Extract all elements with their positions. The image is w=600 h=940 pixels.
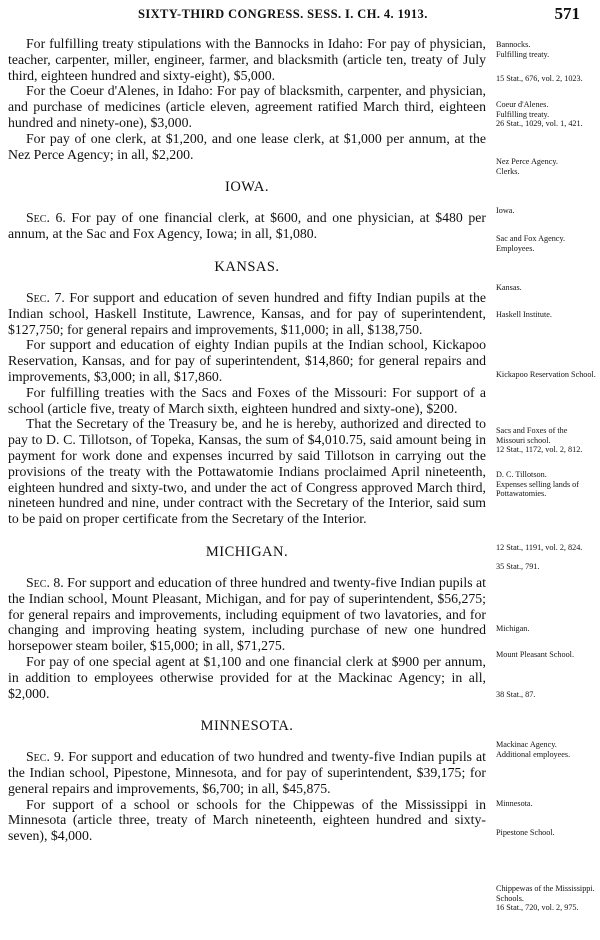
margin-note-subtitle: Clerks. [496,166,520,176]
paragraph-chippewas: For support of a school or schools for the Chippewas of the Mississippi in Minnesota (article three, treaty of March nineteenth, eighteen hundred and sixty-seven), $4,000. [8,796,486,844]
paragraph-tillotson: That the Secretary of the Treasury be, and he is hereby, authorized and directed to pay to D. C. Tillotson, of Topeka, Kansas, the sum of $4,010.75, said amount being in payment for work done and expenses incurred by said Tillotson in carrying out the provisions of the treaty with the Pottawatomie Indians proclaimed April nineteenth, eighteen hundred and sixty-two, and under the act of Congress approved March third, nineteen hundred and nine, under contract with the Secretary of the Interior, said sum to be paid on proper certificate from the Secretary of the Interior. [8,416,486,527]
heading-kansas: KANSAS. [214,258,280,275]
margin-note-title: D. C. Tillotson. [496,470,547,479]
margin-citation-tillotson-1: 12 Stat., 1191, vol. 2, 824. [496,543,583,552]
margin-note-pipestone: Pipestone School. [496,828,555,837]
margin-note-subtitle: Employees. [496,243,535,253]
margin-note-kansas: Kansas. [496,283,522,292]
margin-note-title: Sac and Fox Agency. [496,234,566,243]
margin-note-subtitle: Fulfilling treaty. [496,109,550,119]
margin-note-haskell: Haskell Institute. [496,310,552,319]
paragraph-mount-pleasant [8,575,486,654]
margin-note-kickapoo: Kickapoo Reservation School. [496,370,596,379]
margin-citation: 16 Stat., 720, vol. 2, 975. [496,903,579,912]
paragraph-pipestone [8,749,486,796]
margin-note-subtitle: Additional employees. [496,749,571,759]
margin-note-title: Sacs and Foxes of the Missouri school. [496,426,568,445]
heading-iowa: IOWA. [225,179,269,196]
section-number: Sec. 7. [26,289,65,305]
paragraph-sacs-foxes: For fulfilling treaties with the Sacs and Foxes of the Missouri: For support of a school (article five, treaty of March sixth, eighteen hundred and sixty-one), $200. [8,384,486,416]
margin-note-subtitle: Schools. [496,893,524,903]
margin-note-iowa: Iowa. [496,206,515,215]
paragraph-nez-perce: For pay of one clerk, at $1,200, and one lease clerk, at $1,000 per annum, at the Nez Perce Agency; in all, $2,200. [8,130,486,162]
margin-note-minnesota: Minnesota. [496,799,533,808]
running-title: SIXTY-THIRD CONGRESS. SESS. I. CH. 4. 1913. [138,7,428,21]
margin-note-mount-pleasant: Mount Pleasant School. [496,650,575,659]
page-number: 571 [554,4,580,23]
paragraph-kickapoo: For support and education of eighty Indian pupils at the Indian school, Kickapoo Reservation, Kansas, and for pay of superintendent, $14,860; for general repairs and improvements, $3,000; in all, $17,860. [8,337,486,384]
paragraph-bannocks: For fulfilling treaty stipulations with the Bannocks in Idaho: For pay of physician, teacher, carpenter, miller, engineer, farmer, and blacksmith (article ten, treaty of July third, eighteen hundred and sixty-eight), $5,000. [8,36,486,83]
paragraph-haskell [8,290,486,337]
margin-note-michigan: Michigan. [496,624,530,633]
margin-note-title: Nez Perce Agency. [496,157,558,166]
margin-note-title: Coeur d'Alenes. [496,100,549,109]
margin-citation-mount-pleasant: 38 Stat., 87. [496,690,536,699]
running-header [0,4,600,26]
paragraph-iowa-text: For pay of one financial clerk, at $600, and one physician, at $480 per annum, at the Sac and Fox Agency, Iowa; in all, $1,080. [8,210,486,242]
margin-note-tillotson [496,470,596,499]
section-number: Sec. 9. [26,749,65,765]
margin-citation-bannocks: 15 Stat., 676, vol. 2, 1023. [496,74,583,83]
margin-note-subtitle: Expenses selling lands of Pottawatomies. [496,479,579,498]
margin-note-title: Chippewas of the Mississippi. [496,884,595,893]
margin-note-chippewas [496,884,596,913]
margin-note-sac-fox [496,234,596,253]
margin-note-subtitle: Fulfilling treaty. [496,49,550,59]
paragraph-haskell-text: For support and education of seven hundred and fifty Indian pupils at the Indian school, Haskell Institute, Lawrence, Kansas, and for pay of superintendent, $127,750; for general repairs and improvements, $11,000; in all, $138,750. [8,289,486,337]
main-text [8,36,486,844]
margin-citation: 26 Stat., 1029, vol. 1, 421. [496,119,583,128]
paragraph-mount-pleasant-text: For support and education of three hundred and twenty-five Indian pupils at the Indian school, Mount Pleasant, Michigan, and for pay of superintendent, $56,275; for general repairs and improvements, including equipment of two lavatories, and for changing and improving heating system, including purchase of new one hundred horsepower steam boiler, $15,000; in all, $71,275. [8,574,486,654]
heading-michigan: MICHIGAN. [205,543,289,560]
section-number: Sec. 8. [26,574,64,590]
margin-note-nez-perce [496,157,596,176]
margin-citation: 12 Stat., 1172, vol. 2, 812. [496,445,583,454]
heading-minnesota: MINNESOTA. [200,718,294,735]
margin-note-mackinac [496,740,596,759]
paragraph-coeur-dalenes: For the Coeur d'Alenes, in Idaho: For pay of blacksmith, carpenter, and physician, and purchase of medicines (article eleven, agreement ratified March third, eighteen hundred and ninety-one), $3,000. [8,83,486,130]
margin-note-bannocks [496,40,596,59]
margin-note-sacs-foxes [496,426,596,455]
margin-note-title: Mackinac Agency. [496,740,557,749]
margin-citation-tillotson-2: 35 Stat., 791. [496,562,540,571]
paragraph-pipestone-text: For support and education of two hundred and twenty-five Indian pupils at the Indian school, Pipestone, Minnesota, and for pay of superintendent, $39,175; for general repairs and improvements, $6,700; in all, $45,875. [8,749,486,796]
paragraph-mackinac: For pay of one special agent at $1,100 and one financial clerk at $900 per annum, in addition to employees otherwise provided for at the Mackinac Agency; in all, $2,000. [8,653,486,701]
paragraph-iowa [8,210,486,242]
margin-note-title: Bannocks. [496,40,531,49]
margin-note-coeur-dalenes [496,100,596,129]
section-number: Sec. 6. [26,210,66,226]
